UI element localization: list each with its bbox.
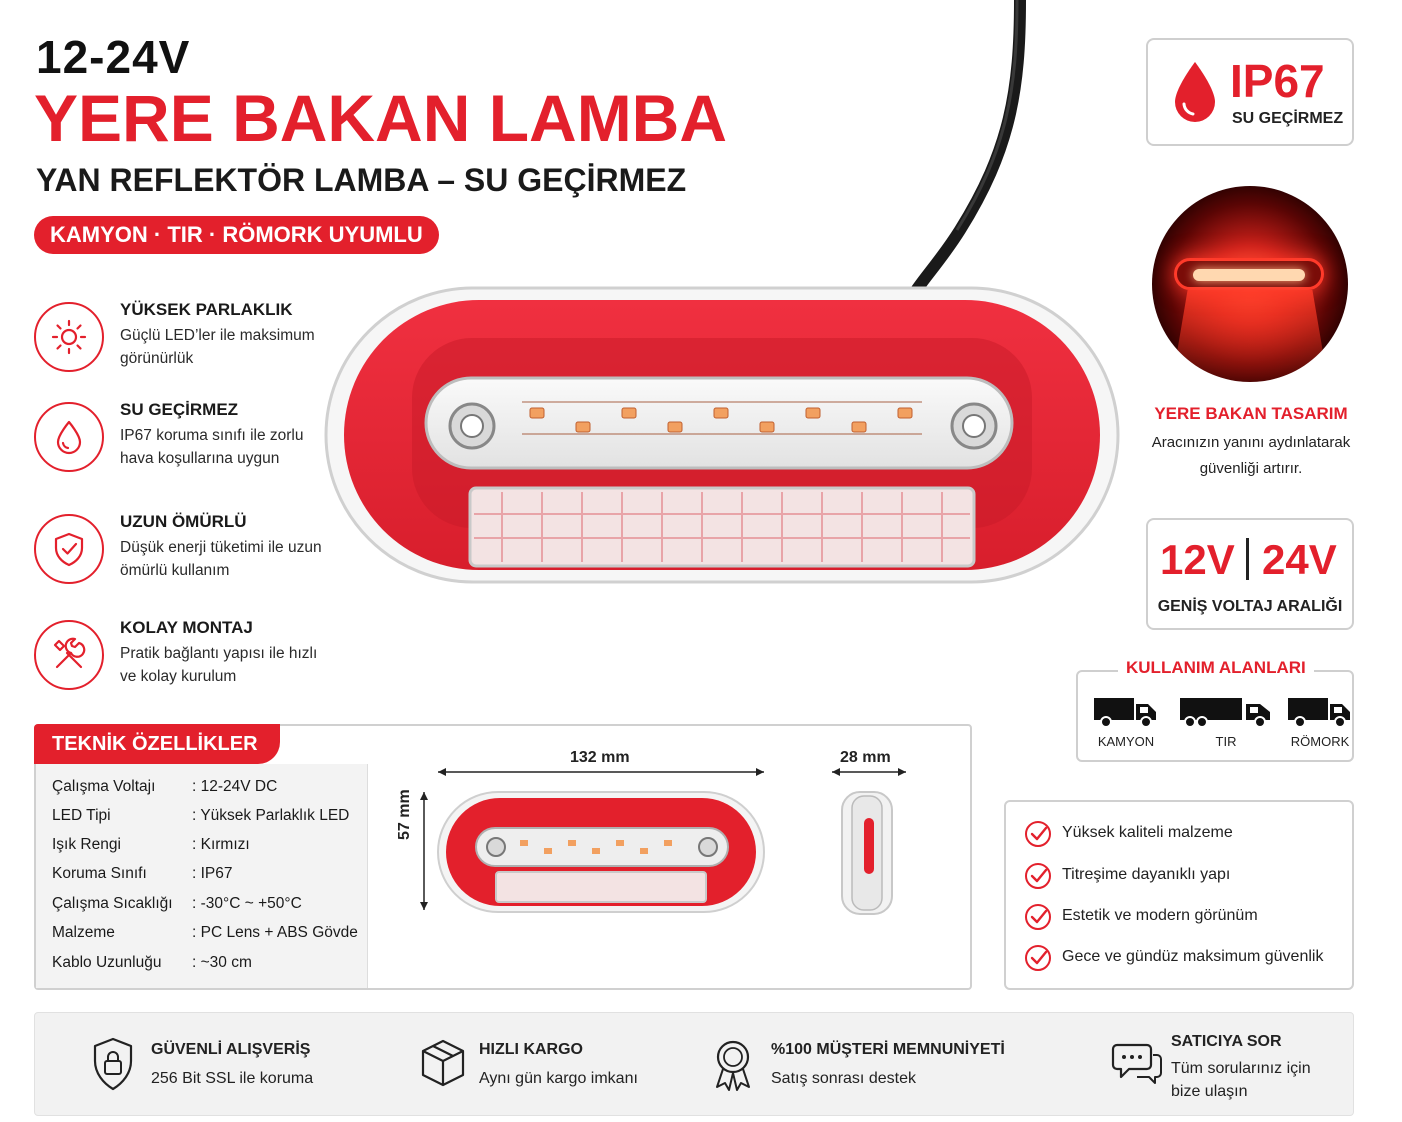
trust-desc: Tüm sorularınız için bize ulaşın [1171, 1060, 1311, 1100]
chat-icon [1111, 1037, 1163, 1089]
check-circle-icon [1024, 862, 1052, 890]
usage-areas-box [1076, 658, 1354, 762]
water-drop-icon [1172, 60, 1218, 126]
trust-desc: 256 Bit SSL ile koruma [151, 1070, 314, 1087]
vehicle-truck [1086, 694, 1166, 754]
trust-desc: Satış sonrası destek [771, 1070, 916, 1087]
voltage-range-label: GENİŞ VOLTAJ ARALIĞI [1157, 598, 1343, 615]
spec-key: Malzeme [52, 924, 115, 941]
feature-desc: Güçlü LED’ler ile maksimum görünürlük [120, 327, 315, 367]
dimension-width: 132 mm [570, 749, 630, 766]
height-arrow [416, 788, 432, 914]
trust-title: GÜVENLİ ALIŞVERİŞ [151, 1041, 311, 1058]
dimension-height: 57 mm [396, 789, 413, 840]
vehicle-label: TIR [1215, 734, 1237, 749]
lamp-side-drawing [838, 788, 896, 918]
compatibility-badge: KAMYON · TIR · RÖMORK UYUMLU [34, 216, 439, 254]
trust-fast-shipping [419, 1013, 699, 1117]
spec-key: Çalışma Sıcaklığı [52, 895, 173, 912]
trust-bar [34, 1012, 1354, 1116]
sun-icon [34, 302, 104, 372]
width-arrow [434, 764, 768, 780]
ground-light-desc: Aracınızın yanını aydınlatarak güvenliği artırır. [1151, 434, 1351, 477]
checklist-text: Estetik ve modern görünüm [1062, 907, 1258, 924]
check-circle-icon [1024, 903, 1052, 931]
check-circle-icon [1024, 820, 1052, 848]
spec-key: Çalışma Voltajı [52, 778, 156, 795]
dimension-depth: 28 mm [840, 749, 891, 766]
feature-waterproof [34, 400, 334, 500]
feature-title: SU GEÇİRMEZ [120, 400, 239, 419]
feature-desc: Pratik bağlantı yapısı ile hızlı ve kolay kurulum [120, 645, 318, 685]
checklist-text: Yüksek kaliteli malzeme [1062, 824, 1233, 841]
depth-arrow [828, 764, 910, 780]
feature-title: KOLAY MONTAJ [120, 618, 253, 637]
product-title: YERE BAKAN LAMBA [34, 81, 727, 155]
feature-brightness [34, 300, 334, 400]
check-circle-icon [1024, 944, 1052, 972]
trust-title: %100 MÜŞTERİ MEMNUNİYETİ [771, 1041, 1005, 1058]
semi-truck-icon [1178, 694, 1274, 730]
product-lamp-image [322, 284, 1122, 586]
spec-key: Kablo Uzunluğu [52, 954, 162, 971]
truck-icon [1092, 694, 1160, 730]
specs-table [36, 764, 368, 988]
trust-title: SATICIYA SOR [1171, 1033, 1282, 1050]
ip-label: SU GEÇİRMEZ [1232, 110, 1344, 127]
feature-longlife [34, 512, 334, 612]
tools-icon [34, 620, 104, 690]
feature-desc: Düşük enerji tüketimi ile uzun ömürlü kullanım [120, 539, 322, 579]
spec-value: : Kırmızı [192, 836, 250, 853]
voltage-range-box [1146, 518, 1354, 630]
spec-key: LED Tipi [52, 807, 111, 824]
checklist-text: Titreşime dayanıklı yapı [1062, 866, 1231, 883]
spec-key: Koruma Sınıfı [52, 865, 147, 882]
quality-checklist [1004, 800, 1354, 990]
vehicle-label: KAMYON [1097, 734, 1155, 749]
lamp-cable [880, 0, 1040, 300]
ground-light-image [1152, 186, 1348, 382]
feature-title: YÜKSEK PARLAKLIK [120, 300, 293, 319]
ip-rating: IP67 [1230, 55, 1325, 107]
tech-specs-title: TEKNİK ÖZELLİKLER [34, 724, 280, 764]
vehicle-tir [1174, 694, 1278, 754]
spec-value: : ~30 cm [192, 954, 252, 971]
checklist-text: Gece ve gündüz maksimum güvenlik [1062, 948, 1324, 965]
vehicle-trailer [1286, 694, 1354, 754]
usage-title: KULLANIM ALANLARI [1118, 658, 1314, 678]
lock-shield-icon [91, 1037, 135, 1091]
trust-title: HIZLI KARGO [479, 1041, 583, 1058]
trust-desc: Aynı gün kargo imkanı [479, 1070, 638, 1087]
feature-desc: IP67 koruma sınıfı ile zorlu hava koşullarına uygun [120, 427, 304, 467]
spec-key: Işık Rengi [52, 836, 121, 853]
ground-light-title: YERE BAKAN TASARIM [1154, 404, 1348, 423]
trust-ask-seller [1111, 1013, 1351, 1117]
vehicle-label: RÖMORK [1290, 734, 1350, 749]
box-icon [419, 1037, 467, 1091]
award-icon [711, 1037, 755, 1093]
water-drop-icon [34, 402, 104, 472]
shield-check-icon [34, 514, 104, 584]
spec-value: : IP67 [192, 865, 233, 882]
spec-value: : -30°C ~ +50°C [192, 895, 302, 912]
spec-value: : Yüksek Parlaklık LED [192, 807, 350, 824]
voltage-divider [1246, 538, 1249, 580]
feature-title: UZUN ÖMÜRLÜ [120, 512, 247, 531]
feature-installation [34, 618, 334, 718]
spec-value: : PC Lens + ABS Gövde [192, 924, 358, 941]
trailer-truck-icon [1286, 694, 1354, 730]
ip67-badge [1146, 38, 1354, 146]
trust-secure-shopping [91, 1013, 391, 1117]
trust-satisfaction [711, 1013, 1051, 1117]
lamp-front-drawing [436, 790, 766, 914]
voltage-heading: 12-24V [36, 31, 191, 83]
voltage-24v: 24V [1262, 536, 1337, 583]
voltage-12v: 12V [1160, 536, 1235, 583]
spec-value: : 12-24V DC [192, 778, 278, 795]
product-subtitle: YAN REFLEKTÖR LAMBA – SU GEÇİRMEZ [36, 162, 687, 198]
